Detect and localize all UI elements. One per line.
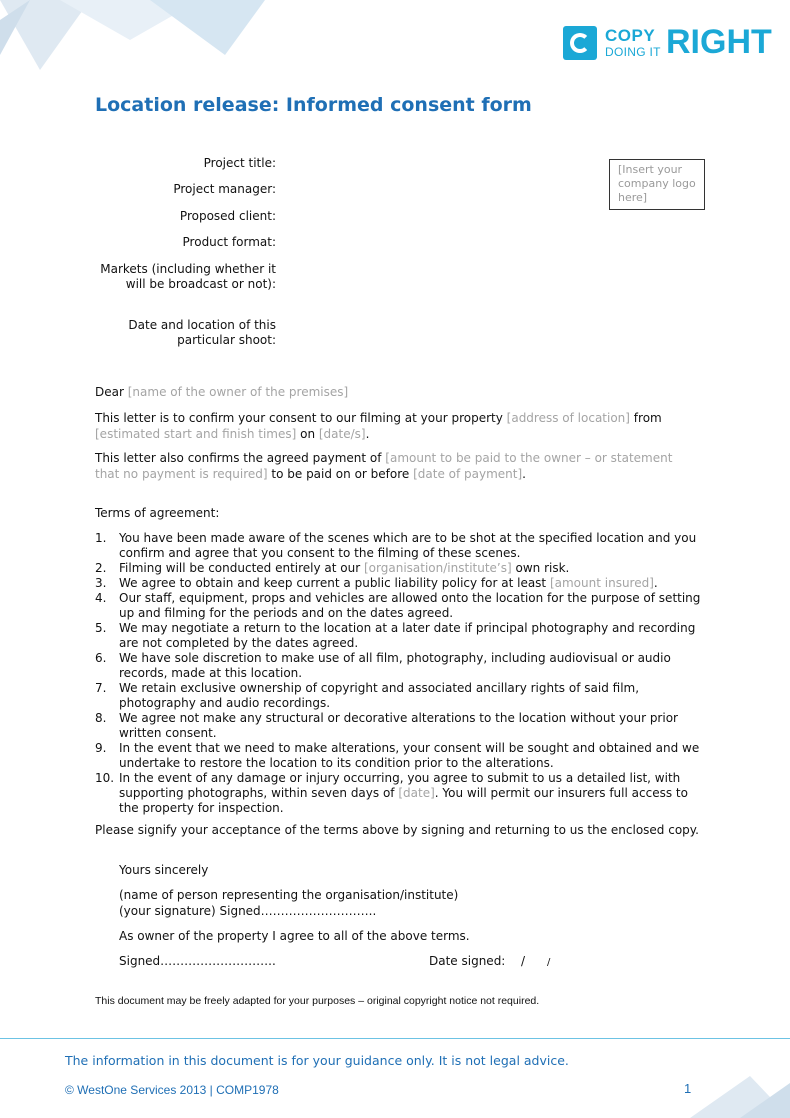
owner-signature-line: Signed……………………….. (119, 954, 276, 968)
list-number: 10. (95, 771, 115, 785)
logo-placeholder-line: company logo (618, 177, 696, 190)
field-label-markets-cont: will be broadcast or not): (125, 277, 276, 291)
field-label-project-title: Project title: (203, 156, 276, 170)
logo-placeholder-line: [Insert your (618, 163, 683, 176)
term-text: We have sole discretion to make use of all film, photography, including audiovisual or audio records, made at this location. (119, 651, 671, 680)
list-number: 8. (95, 711, 107, 725)
list-number: 9. (95, 741, 107, 755)
salutation (95, 384, 715, 400)
footer-copyright: © WestOne Services 2013 | COMP1978 (65, 1083, 279, 1097)
text: from (629, 411, 662, 425)
placeholder-address: [address of location] (506, 411, 630, 425)
date-separator: / (547, 957, 551, 968)
list-number: 3. (95, 576, 107, 590)
owner-agreement: As owner of the property I agree to all of the above terms. (119, 929, 470, 943)
term-text: Our staff, equipment, props and vehicles are allowed onto the location for the purpose of setting up and filming for the periods and on the dates agreed. (119, 591, 701, 620)
placeholder-owner-name: [name of the owner of the premises] (127, 385, 349, 399)
field-label-project-manager: Project manager: (173, 182, 276, 196)
list-number: 7. (95, 681, 107, 695)
page-number: 1 (684, 1081, 692, 1096)
text: on (296, 427, 319, 441)
field-label-proposed-client: Proposed client: (179, 209, 276, 223)
list-item (95, 741, 705, 771)
list-item (95, 651, 705, 681)
logo-text-right: RIGHT (666, 23, 772, 61)
term-text: We retain exclusive ownership of copyright and associated ancillary rights of said film, photography and audio recordings. (119, 681, 640, 710)
acceptance-text: Please signify your acceptance of the terms above by signing and returning to us the enclosed copy. (95, 823, 699, 837)
paragraph-consent (95, 410, 715, 442)
placeholder-amount-insured: [amount insured] (549, 576, 654, 590)
term-text: . (653, 576, 658, 590)
list-item (95, 621, 705, 651)
list-number: 5. (95, 621, 107, 635)
term-text: In the event that we need to make alterations, your consent will be sought and obtained and we undertake to restore the location to its condition prior to the alterations. (119, 741, 700, 770)
list-number: 1. (95, 531, 107, 545)
text: . (365, 427, 370, 441)
copyright-logo-icon (563, 26, 597, 60)
field-label-product-format: Product format: (182, 235, 276, 249)
footer-advice: The information in this document is for your guidance only. It is not legal advice. (65, 1053, 569, 1068)
list-number: 6. (95, 651, 107, 665)
date-signed-label: Date signed: (429, 954, 506, 968)
placeholder-amount: [amount to be paid to the owner – or statement that no payment is required] (95, 451, 673, 481)
salutation-prefix: Dear (95, 385, 128, 399)
term-text: . You will permit our insurers full access to the property for inspection. (119, 786, 688, 815)
list-item (95, 531, 705, 561)
text: This letter is to confirm your consent to our filming at your property (95, 411, 507, 425)
date-separator: / (521, 954, 526, 968)
term-text: We may negotiate a return to the location at a later date if principal photography and recording are not completed by the dates agreed. (119, 621, 696, 650)
terms-list (95, 531, 705, 816)
term-text: You have been made aware of the scenes which are to be shot at the specified location and you confirm and agree that you consent to the filming of these scenes. (119, 531, 697, 560)
closing: Yours sincerely (119, 863, 209, 877)
list-item (95, 561, 705, 576)
placeholder-dates: [date/s] (318, 427, 366, 441)
term-text: Filming will be conducted entirely at our (119, 561, 364, 575)
text: . (522, 467, 526, 481)
term-text: In the event of any damage or injury occurring, you agree to submit to us a detailed list, with supporting photographs, within seven days of (119, 771, 681, 800)
placeholder-payment-date: [date of payment] (413, 467, 523, 481)
logo-text-copy: COPY (605, 26, 656, 45)
list-number: 2. (95, 561, 107, 575)
field-label-date-location: Date and location of this (128, 318, 276, 332)
placeholder-organisation: [organisation/institute’s] (364, 561, 512, 575)
term-text: We agree to obtain and keep current a public liability policy for at least (119, 576, 550, 590)
paragraph-payment (95, 450, 695, 482)
term-text: We agree not make any structural or decorative alterations to the location without your prior written consent. (119, 711, 678, 740)
page-title: Location release: Informed consent form (95, 94, 532, 116)
footer-divider (0, 1038, 790, 1039)
logo-text-doing-it: DOING IT (605, 45, 661, 59)
list-item (95, 681, 705, 711)
copyright-logo (563, 23, 772, 64)
corner-decoration (0, 0, 270, 70)
placeholder-date: [date] (398, 786, 435, 800)
list-item (95, 771, 705, 816)
term-text: own risk. (511, 561, 570, 575)
adaptation-note: This document may be freely adapted for your purposes – original copyright notice not required. (95, 995, 540, 1007)
signature-name-line: (name of person representing the organisation/institute) (119, 888, 459, 902)
list-item (95, 711, 705, 741)
field-label-date-location-cont: particular shoot: (177, 333, 276, 347)
text: This letter also confirms the agreed payment of (95, 451, 386, 465)
field-label-markets: Markets (including whether it (100, 262, 276, 276)
list-item (95, 591, 705, 621)
company-logo-placeholder (609, 159, 705, 210)
list-item (95, 576, 705, 591)
text: to be paid on or before (267, 467, 414, 481)
logo-placeholder-line: here] (618, 191, 648, 204)
list-number: 4. (95, 591, 107, 605)
corner-decoration-bottom (650, 1068, 790, 1118)
signature-line: (your signature) Signed……………………….. (119, 904, 377, 918)
placeholder-times: [estimated start and finish times] (95, 427, 297, 441)
terms-heading: Terms of agreement: (95, 506, 220, 520)
